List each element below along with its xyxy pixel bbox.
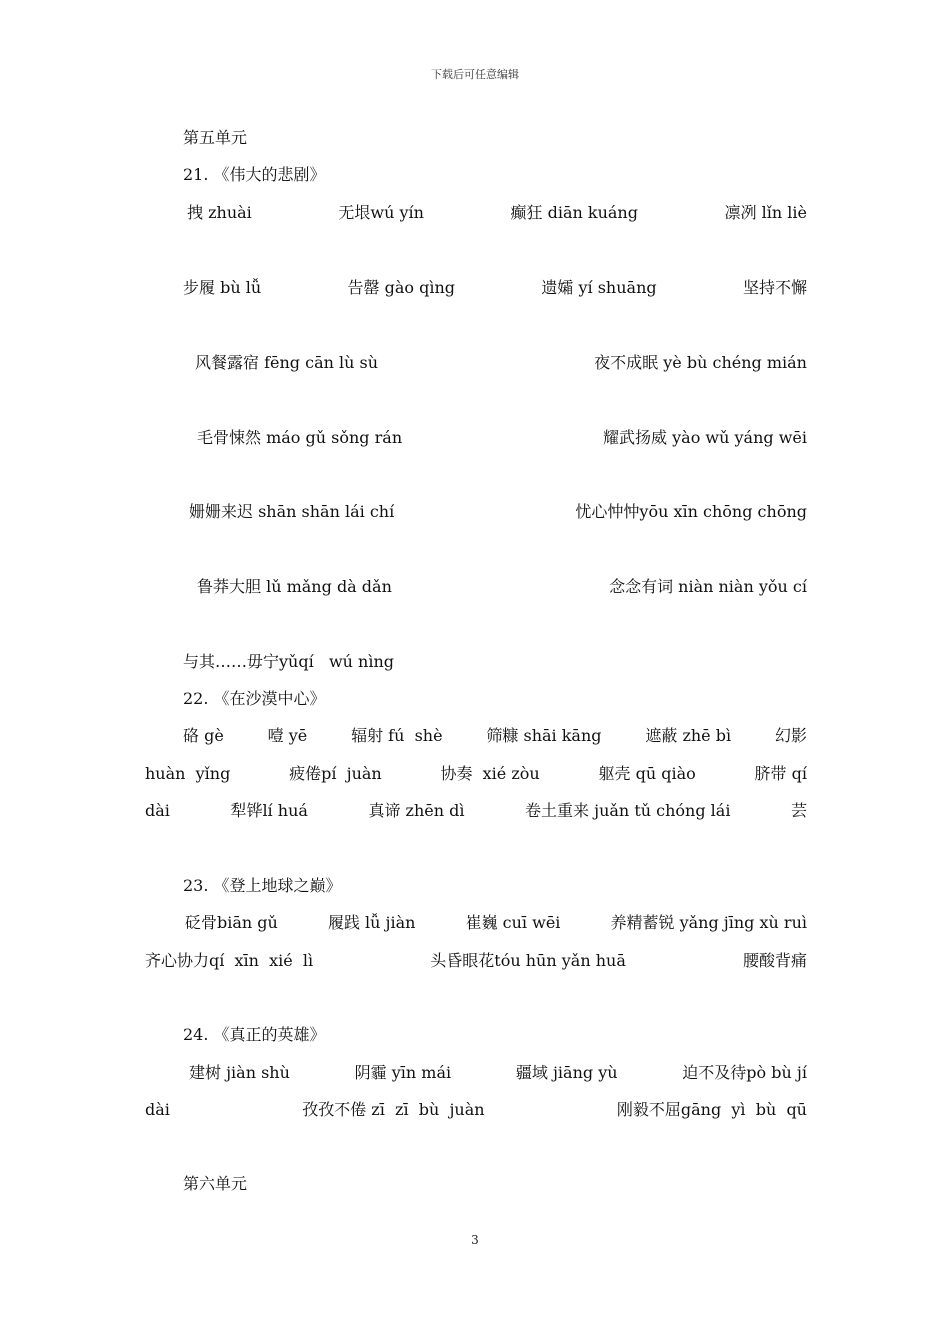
vocab-item: 遮蔽 zhē bì bbox=[645, 726, 732, 745]
vocab-item: 迫不及待pò bù jí bbox=[682, 1063, 807, 1082]
vocab-item: 步履 bù lǚ bbox=[183, 278, 262, 297]
lesson-21-title: 21. 《伟大的悲剧》 bbox=[183, 165, 326, 184]
vocab-item: 毛骨悚然 máo gǔ sǒng rán bbox=[197, 428, 403, 447]
vocab-item: 真谛 zhēn dì bbox=[368, 801, 465, 820]
page-number: 3 bbox=[471, 1233, 479, 1247]
vocab-item: dài bbox=[145, 801, 170, 820]
vocab-line bbox=[145, 759, 807, 789]
vocab-item: 夜不成眠 yè bù chéng mián bbox=[594, 353, 807, 372]
vocab-line bbox=[145, 946, 807, 976]
lesson-24-title: 24. 《真正的英雄》 bbox=[183, 1025, 326, 1044]
vocab-item: 孜孜不倦 zī zī bù juàn bbox=[302, 1100, 485, 1119]
vocab-line bbox=[145, 983, 807, 1013]
vocab-line bbox=[145, 198, 807, 228]
vocab-line bbox=[145, 235, 807, 265]
vocab-line bbox=[145, 310, 807, 340]
vocab-item: 崔巍 cuī wēi bbox=[465, 913, 561, 932]
vocab-item: 脐带 qí bbox=[754, 764, 807, 783]
vocab-item: 噎 yē bbox=[267, 726, 308, 745]
lesson-22-title: 22. 《在沙漠中心》 bbox=[183, 689, 326, 708]
unit-5-title: 第五单元 bbox=[183, 128, 248, 147]
vocab-item: 芸 bbox=[790, 801, 807, 820]
vocab-item: 无垠wú yín bbox=[338, 203, 424, 222]
vocab-item: 履践 lǚ jiàn bbox=[327, 913, 416, 932]
vocab-line bbox=[183, 273, 807, 303]
vocab-item: 卷土重来 juǎn tǔ chóng lái bbox=[525, 801, 731, 820]
vocab-item: 硌 gè bbox=[183, 726, 224, 745]
vocab-item: 疆域 jiāng yù bbox=[515, 1063, 618, 1082]
vocab-item: 躯壳 qū qiào bbox=[598, 764, 696, 783]
vocab-item: 告罄 gào qìng bbox=[347, 278, 456, 297]
vocab-item: 砭骨biān gǔ bbox=[185, 913, 278, 932]
vocab-item: 齐心协力qí xīn xié lì bbox=[145, 951, 314, 970]
vocab-line bbox=[145, 572, 807, 602]
vocab-line bbox=[145, 497, 807, 527]
vocab-item: 姗姗来迟 shān shān lái chí bbox=[189, 502, 395, 521]
vocab-line bbox=[145, 796, 807, 826]
vocab-item: 头昏眼花tóu hūn yǎn huā bbox=[430, 951, 626, 970]
vocab-line bbox=[145, 1058, 807, 1088]
vocab-item: dài bbox=[145, 1100, 170, 1119]
vocab-line bbox=[145, 1095, 807, 1125]
vocab-item: 犁铧lí huá bbox=[230, 801, 308, 820]
lesson-23-title: 23. 《登上地球之巅》 bbox=[183, 876, 342, 895]
vocab-line bbox=[183, 721, 807, 751]
vocab-item: 筛糠 shāi kāng bbox=[486, 726, 602, 745]
vocab-item: 阴霾 yīn mái bbox=[354, 1063, 452, 1082]
vocab-item: 拽 zhuài bbox=[187, 203, 252, 222]
unit-6-title: 第六单元 bbox=[183, 1174, 248, 1193]
vocab-line bbox=[145, 423, 807, 453]
vocab-line bbox=[145, 535, 807, 565]
vocab-line bbox=[145, 385, 807, 415]
vocab-item: 养精蓄锐 yǎng jīng xù ruì bbox=[610, 913, 807, 932]
vocab-item: 耀武扬威 yào wǔ yáng wēi bbox=[603, 428, 807, 447]
vocab-item: 遗孀 yí shuāng bbox=[541, 278, 657, 297]
vocab-line bbox=[145, 348, 807, 378]
vocab-item: 风餐露宿 fēng cān lù sù bbox=[195, 353, 379, 372]
vocab-item: 辐射 fú shè bbox=[351, 726, 443, 745]
vocab-item: 疲倦pí juàn bbox=[289, 764, 382, 783]
vocab-item: 刚毅不屈gāng yì bù qū bbox=[616, 1100, 807, 1119]
vocab-item: 幻影 bbox=[774, 726, 807, 745]
vocab-item: 念念有词 niàn niàn yǒu cí bbox=[609, 577, 807, 596]
vocab-line bbox=[145, 460, 807, 490]
vocab-item: 协奏 xié zòu bbox=[440, 764, 540, 783]
vocab-item: 忧心忡忡yōu xīn chōng chōng bbox=[575, 502, 807, 521]
vocab-line: 与其……毋宁yǔqí wú nìng bbox=[183, 652, 395, 671]
vocab-line bbox=[145, 609, 807, 639]
page-header: 下载后可任意编辑 bbox=[431, 68, 519, 81]
vocab-item: 建树 jiàn shù bbox=[189, 1063, 290, 1082]
vocab-item: 腰酸背痛 bbox=[742, 951, 807, 970]
vocab-item: 鲁莽大胆 lǔ mǎng dà dǎn bbox=[197, 577, 392, 596]
vocab-item: 坚持不懈 bbox=[742, 278, 807, 297]
vocab-item: 癫狂 diān kuáng bbox=[510, 203, 638, 222]
vocab-item: 凛冽 lǐn liè bbox=[724, 203, 807, 222]
vocab-line bbox=[145, 834, 807, 864]
vocab-item: huàn yǐng bbox=[145, 764, 231, 783]
vocab-line bbox=[145, 908, 807, 938]
